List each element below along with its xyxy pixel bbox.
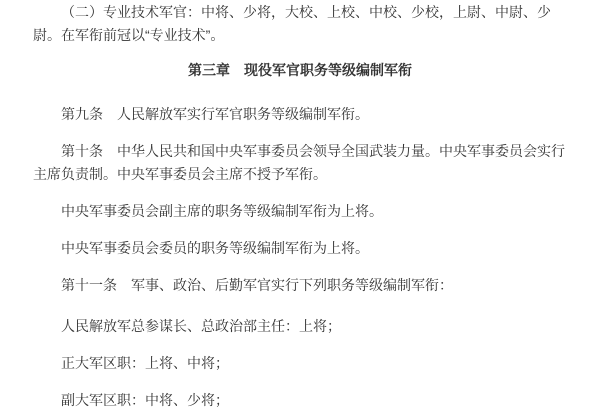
para-cmc-member-rank: 中央军事委员会委员的职务等级编制军衔为上将。 xyxy=(61,240,369,256)
clause-professional-technical-officers: （二）专业技术军官：中将、少将，大校、上校、中校、少校，上尉、中尉、少尉。在军衔前冠以“专业技术”。 xyxy=(33,4,551,43)
para-cmc-vice-chairman-rank: 中央军事委员会副主席的职务等级编制军衔为上将。 xyxy=(61,203,383,219)
para-military-region-principal-rank: 正大军区职：上将、中将； xyxy=(61,355,229,371)
article-9: 第九条 人民解放军实行军官职务等级编制军衔。 xyxy=(61,106,369,122)
chapter-3-heading: 第三章 现役军官职务等级编制军衔 xyxy=(188,62,412,78)
para-military-region-deputy-rank: 副大军区职：中将、少将； xyxy=(61,392,229,408)
article-11: 第十一条 军事、政治、后勤军官实行下列职务等级编制军衔： xyxy=(61,277,453,293)
para-chief-of-staff-rank: 人民解放军总参谋长、总政治部主任：上将； xyxy=(61,318,341,334)
article-10: 第十条 中华人民共和国中央军事委员会领导全国武装力量。中央军事委员会实行主席负责制。中央军事委员会主席不授予军衔。 xyxy=(33,143,565,182)
